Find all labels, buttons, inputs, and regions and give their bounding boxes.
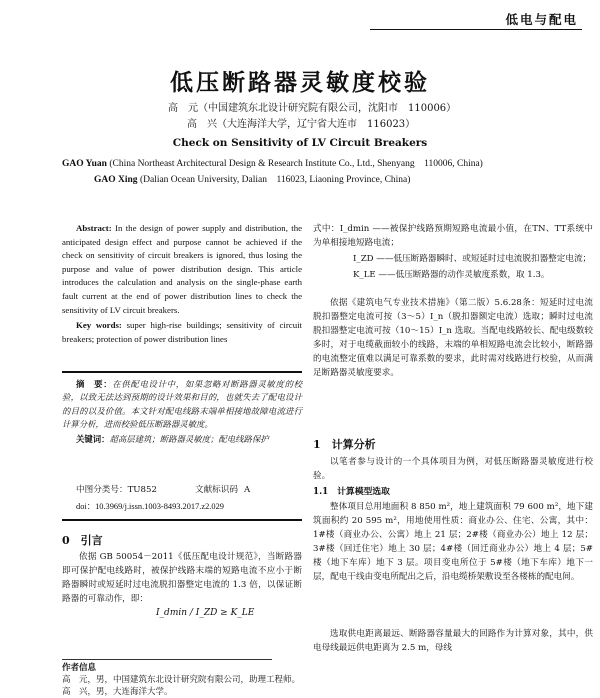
definition-2-symbol: I_ZD —— [353,254,394,265]
footer-author-1: 高 元，男，中国建筑东北设计研究院有限公司，助理工程师。 [62,675,301,685]
section-1-1-text-2: 选取供电距离最远、断路器容量最大的回路作为计算对象，其中，供电母线最远供电距离为 2.5 m，母线 [313,629,593,654]
author-en-1-name: GAO Yuan [62,159,107,169]
sensitivity-formula: I_dmin / I_ZD ≥ K_LE [156,608,255,618]
definition-2-text: 低压断路器瞬时、或短延时过电流脱扣器整定电流； [393,254,592,265]
section-1-heading: 1 计算分析 [313,438,376,451]
section-0-heading: 0 引言 [62,534,103,547]
clc-label: 中图分类号： [76,485,128,495]
clc-value: TU852 [127,485,157,495]
author-cn-2 [187,115,415,130]
abstract-cn [62,378,302,446]
section-1-1-text: 整体项目总用地面积 8 850 m²，地上建筑面积 79 600 m²，地下建筑面积约 20 595 m²，用地使用性质：商业办公、住宅、公寓，其中：1#楼（商业办公、公寓）地上 21 层；2#楼（商业办公）地上 12 层；3#楼（回迁住宅）地上 30 层；4#楼（回迁商业办公）地上 4 层；5#楼（地下车库）地下 3 层。项目变电所位于 5#楼（地下车库）地下一层，配电干线由变电所配出之后，沿电缆桥架敷设至各楼栋的配电间。 [313,502,593,583]
author-cn-2-name: 高 兴 [187,119,217,130]
footer [62,662,300,698]
section-0-text: 依据 GB 50054－2011《低压配电设计规范》，当断路器即可保护配电线路时，被保护线路末端的短路电流不应小于断路器瞬时或短延时过电流脱扣器整定电流的 1.3 倍，以保证断路器的可靠动作，即： [62,552,302,605]
author-en-2-affil: (Dalian Ocean University, Dalian 116023, Liaoning Province, China) [139,175,411,185]
author-en-2 [94,171,410,185]
author-en-1 [62,155,483,169]
abstract-cn-text: 在供配电设计中，如果忽略对断路器灵敏度的校验，以致无法达到预期的设计效果和目的，也就失去了配电设计的目的以及价值。本文针对配电线路末端单相接地故障电流进行计算分析，进而校验低压断路器灵敏度。 [62,379,303,429]
abstract-bottom-rule [62,519,302,521]
doc-code-label: 文献标识码 [194,485,238,495]
footer-author-2: 高 兴，男，大连海洋大学。 [62,687,173,697]
author-en-2-name: GAO Xing [94,175,138,185]
section-1-intro: 以笔者参与设计的一个具体项目为例，对低压断路器灵敏度进行校验。 [313,457,593,482]
footer-heading: 作者信息 [62,663,97,673]
abstract-en-label: Abstract: [76,223,112,233]
journal-header: 低电与配电 [505,12,578,27]
footer-rule [62,659,272,660]
keywords-cn-text: 超高层建筑；断路器灵敏度；配电线路保护 [109,434,269,445]
subsection-1-1-heading: 1.1 计算模型选取 [313,487,390,497]
abstract-cn-label: 摘 要： [76,379,113,389]
abstract-top-rule [62,371,302,373]
abstract-en-text: In the design of power supply and distribution, the anticipated design effect and purpose cannot be achieved if the check on sensitivity of circuit breakers is ignored, thus losing the purpose and value of power distribution design. This article introduces the calculation and analysis on the single-phase earth fault current at the end of power distribution lines to check the sensitivity of LV circuit breakers. [62,223,303,315]
author-cn-1 [168,99,456,114]
definition-3-text: 低压断路器的动作灵敏度系数，取 1.3。 [395,270,550,281]
paper-title-en: Check on Sensitivity of LV Circuit Breakers [172,137,428,149]
author-cn-1-affil: （中国建筑东北设计研究院有限公司，沈阳市 110006） [198,103,457,114]
definition-2 [313,252,593,266]
formula-definitions [313,222,593,282]
author-en-1-affil: (China Northeast Architectural Design & Research Institute Co., Ltd., Shenyang 110006, China) [109,159,483,169]
doi-line: doi：10.3969/j.issn.1003-8493.2017.z2.029 [76,502,224,511]
keywords-en-label: Key words: [76,320,122,331]
definition-1-text: 被保护线路预期短路电流最小值，在TN、TT系统中为单相接地短路电流； [313,224,593,249]
definition-1-symbol: 式中：I_dmin —— [313,224,390,234]
definition-3-symbol: K_LE —— [353,270,396,281]
author-cn-1-name: 高 元 [168,103,198,114]
definition-3 [313,268,593,282]
author-cn-2-affil: （大连海洋大学，辽宁省大连市 116023） [217,119,416,130]
doc-code-value: A [243,485,251,495]
keywords-en-text: super high-rise buildings; sensitivity of circuit breakers; protection of power distribution lines [62,320,302,344]
header-rule [370,29,582,30]
technical-measures-paragraph: 依据《建筑电气专业技术措施》（第二版）5.6.28条：短延时过电流脱扣器整定电流可按（3～5）I_n（脱扣器额定电流）选取；瞬时过电流脱扣器整定电流可按（10～15）I_n 选取。当配电线路较长、配电级数较多时，对于电缆截面较小的线路，末端的单相短路电流会比较小，断路器的电流整定值难以满足可靠系数的要求，此时需对线路进行校验，从而满足断路器灵敏度要求。 [313,298,593,379]
keywords-cn-label: 关键词： [76,434,110,445]
paper-title: 低压断路器灵敏度校验 [170,69,430,96]
abstract-en [62,222,302,346]
definition-1 [313,222,593,250]
classification-line [76,484,302,498]
